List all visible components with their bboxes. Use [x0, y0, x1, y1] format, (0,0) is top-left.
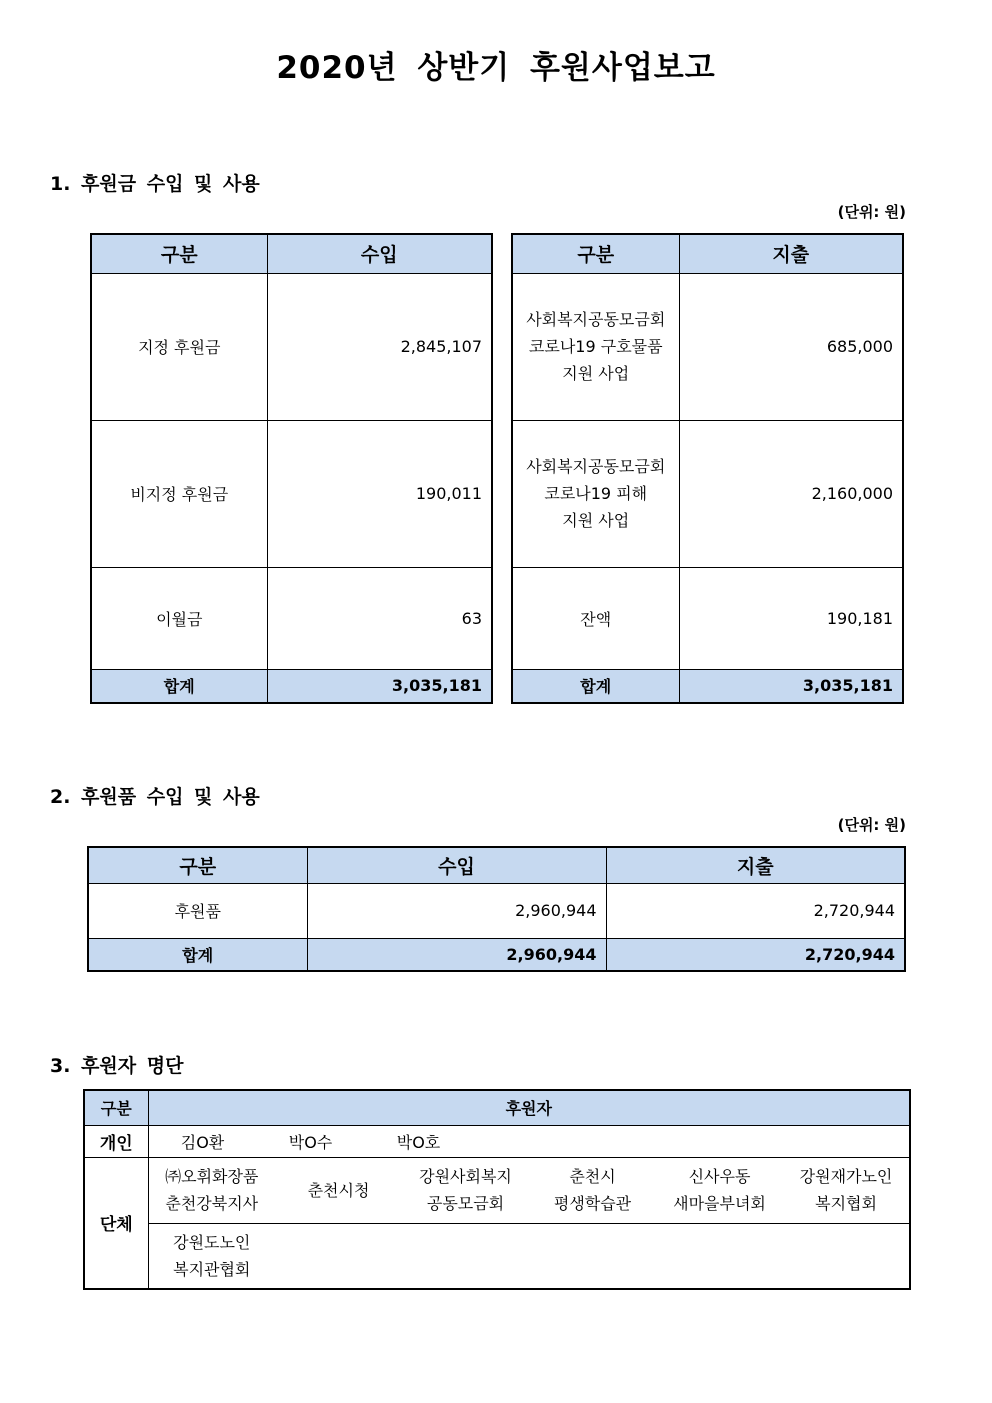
individual-label: 개인 [84, 1125, 148, 1157]
donor-line: 춘천시청 [307, 1180, 370, 1200]
expense-row-value: 190,181 [679, 567, 903, 669]
section1-heading: 1. 후원금 수입 및 사용 [50, 173, 260, 195]
section2-unit: (단위: 원) [837, 816, 906, 834]
goods-row-expense: 2,720,944 [606, 883, 905, 938]
individual-name: 김O환 [180, 1132, 225, 1152]
section2-heading: 2. 후원품 수입 및 사용 [50, 786, 260, 808]
income-row-label: 이월금 [91, 567, 267, 669]
table-row [88, 883, 905, 938]
expense-row-label [512, 273, 679, 420]
group-donor [148, 1157, 275, 1223]
individual-name: 박O수 [288, 1132, 333, 1152]
income-table [90, 233, 493, 704]
donor-line: 신사우동 [688, 1167, 751, 1186]
group-donor [402, 1157, 529, 1223]
table-row [91, 567, 492, 669]
table-row [84, 1223, 910, 1289]
goods-row-label: 후원품 [88, 883, 307, 938]
donor-line: 복지협회 [815, 1194, 877, 1213]
goods-row-income: 2,960,944 [307, 883, 606, 938]
expense-header-expense: 지출 [679, 234, 903, 273]
donor-line: 춘천강북지사 [165, 1194, 259, 1213]
label-line: 코로나19 구호물품 [528, 337, 663, 356]
expense-row-label [512, 420, 679, 567]
expense-header-category: 구분 [512, 234, 679, 273]
goods-total-label: 합계 [88, 938, 307, 971]
goods-total-expense: 2,720,944 [606, 938, 905, 971]
goods-header-expense: 지출 [606, 847, 905, 883]
donor-header-category: 구분 [84, 1090, 148, 1125]
goods-total-income: 2,960,944 [307, 938, 606, 971]
individual-name: 박O호 [396, 1132, 441, 1152]
income-row-value: 2,845,107 [267, 273, 492, 420]
table-row [84, 1125, 910, 1157]
donor-line: 복지관협회 [173, 1259, 251, 1279]
section3-heading: 3. 후원자 명단 [50, 1055, 184, 1077]
donor-header-donors: 후원자 [148, 1090, 910, 1125]
group-donor [148, 1223, 275, 1289]
donor-line: ㈜오휘화장품 [165, 1167, 259, 1186]
group-donor [275, 1157, 402, 1223]
income-row-value: 190,011 [267, 420, 492, 567]
table-row [512, 420, 903, 567]
expense-table [511, 233, 904, 704]
income-total-label: 합계 [91, 669, 267, 703]
table-row [84, 1157, 910, 1223]
expense-row-value: 685,000 [679, 273, 903, 420]
table-row [512, 273, 903, 420]
expense-row-value: 2,160,000 [679, 420, 903, 567]
income-row-value: 63 [267, 567, 492, 669]
group-donor [529, 1157, 656, 1223]
income-header-income: 수입 [267, 234, 492, 273]
label-line: 사회복지공동모금회 [526, 310, 666, 329]
label-line: 사회복지공동모금회 [526, 457, 666, 476]
donor-table [83, 1089, 911, 1290]
goods-header-income: 수입 [307, 847, 606, 883]
income-header-category: 구분 [91, 234, 267, 273]
table-row [512, 567, 903, 669]
donor-line: 강원도노인 [173, 1232, 251, 1252]
table-row [91, 420, 492, 567]
expense-row-label: 잔액 [512, 567, 679, 669]
donor-line: 공동모금회 [426, 1194, 505, 1213]
goods-table [87, 846, 906, 972]
income-row-label: 비지정 후원금 [91, 420, 267, 567]
group-donor [656, 1157, 783, 1223]
table-row [91, 273, 492, 420]
income-total-value: 3,035,181 [267, 669, 492, 703]
empty-cell [275, 1223, 910, 1289]
expense-total-value: 3,035,181 [679, 669, 903, 703]
group-donor [783, 1157, 910, 1223]
page-title: 2020년 상반기 후원사업보고 [276, 50, 716, 86]
income-row-label: 지정 후원금 [91, 273, 267, 420]
donor-line: 새마을부녀회 [673, 1194, 766, 1213]
expense-total-label: 합계 [512, 669, 679, 703]
label-line: 지원 사업 [562, 511, 630, 530]
donor-line: 춘천시 [569, 1167, 616, 1186]
goods-header-category: 구분 [88, 847, 307, 883]
donor-line: 강원재가노인 [799, 1167, 893, 1186]
label-line: 코로나19 피해 [544, 484, 648, 503]
section1-unit: (단위: 원) [837, 203, 906, 221]
donor-line: 평생학습관 [553, 1194, 632, 1213]
individual-names [148, 1125, 910, 1157]
label-line: 지원 사업 [562, 364, 630, 383]
group-label: 단체 [84, 1157, 148, 1289]
donor-line: 강원사회복지 [419, 1167, 512, 1186]
